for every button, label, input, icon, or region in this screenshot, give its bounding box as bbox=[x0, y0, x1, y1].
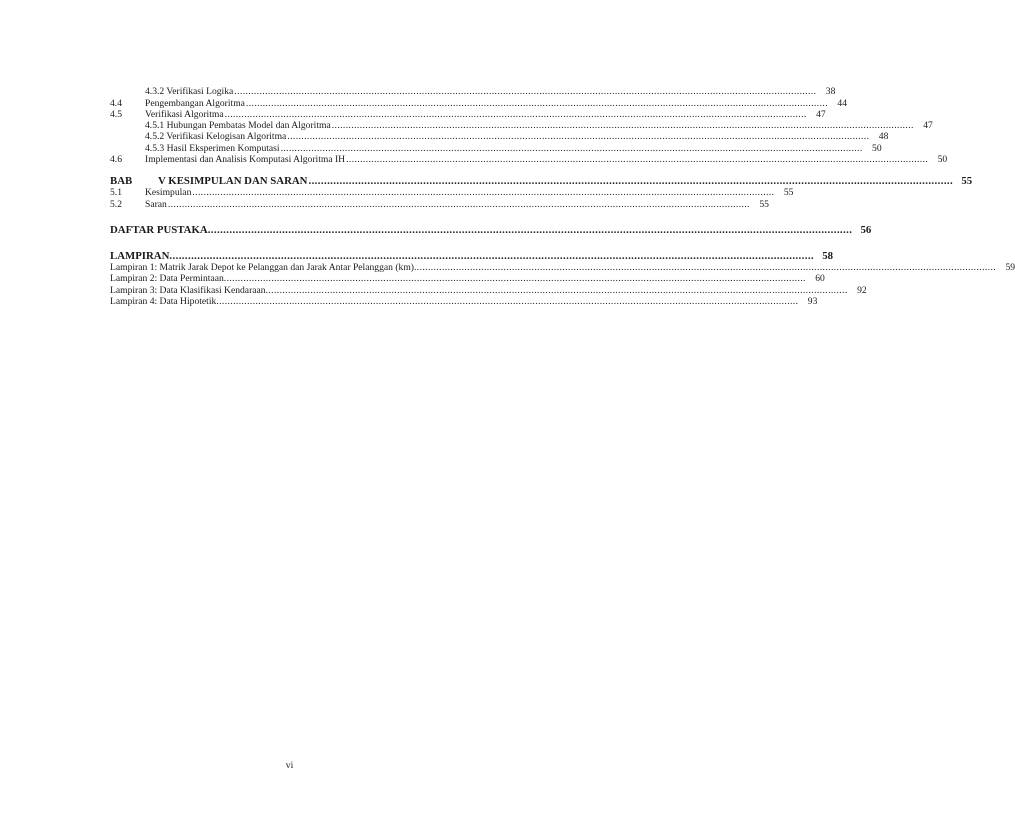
toc-chapter-page: 56 bbox=[860, 223, 872, 236]
dot-leader bbox=[224, 273, 806, 284]
toc-entry-page: 50 bbox=[937, 154, 948, 166]
toc-entry-title: 4.5.3 Hasil Eksperimen Komputasi bbox=[145, 142, 280, 154]
toc-entry-page: 92 bbox=[857, 284, 867, 296]
dot-leader bbox=[332, 120, 914, 131]
toc-chapter-title: DAFTAR PUSTAKA bbox=[110, 223, 208, 236]
toc-entry-title: Kesimpulan bbox=[145, 187, 192, 199]
toc-entry-title: 4.3.2 Verifikasi Logika bbox=[145, 86, 234, 98]
toc-entry-number: 4.4 bbox=[110, 97, 122, 109]
toc-entry-page: 60 bbox=[815, 273, 825, 285]
toc-entry-title: 4.5.2 Verifikasi Kelogisan Algoritma bbox=[145, 131, 287, 143]
dot-leader bbox=[168, 199, 750, 210]
toc-entry-5-1[interactable] bbox=[110, 187, 794, 199]
toc-entry-number: 4.5 bbox=[110, 108, 122, 120]
dot-leader bbox=[234, 86, 816, 97]
toc-entry-page: 47 bbox=[923, 120, 933, 132]
dot-leader bbox=[281, 143, 863, 154]
toc-entry-title: Lampiran 3: Data Klasifikasi Kendaraan bbox=[110, 284, 266, 296]
toc-entry-title: Lampiran 1: Matrik Jarak Depot ke Pelanggan dan Jarak Antar Pelanggan (km) bbox=[110, 261, 414, 273]
toc-entry-number: 5.2 bbox=[110, 198, 122, 210]
toc-entry-page: 55 bbox=[759, 198, 769, 210]
toc-entry-title: Saran bbox=[145, 198, 167, 210]
dot-leader bbox=[169, 251, 814, 262]
page-number: vi bbox=[285, 760, 294, 771]
toc-chapter-bab-5[interactable] bbox=[110, 175, 973, 188]
toc-entry-4-5-1[interactable] bbox=[110, 120, 933, 132]
toc-lampiran-1[interactable] bbox=[110, 261, 1015, 273]
toc-entry-page: 59 bbox=[1005, 261, 1015, 273]
toc-entry-page: 47 bbox=[816, 108, 826, 120]
toc-entry-5-2[interactable] bbox=[110, 198, 769, 210]
toc-lampiran[interactable] bbox=[110, 249, 834, 262]
toc-entry-page: 38 bbox=[825, 86, 836, 98]
toc-entry-title: Pengembangan Algoritma bbox=[145, 97, 245, 109]
toc-entry-number: 4.6 bbox=[110, 154, 122, 166]
dot-leader bbox=[216, 296, 798, 307]
toc-entry-page: 48 bbox=[878, 131, 889, 143]
toc-entry-page: 50 bbox=[872, 142, 882, 154]
dot-leader bbox=[346, 154, 928, 165]
toc-entry-4-5[interactable] bbox=[110, 108, 826, 120]
toc-lampiran-2[interactable] bbox=[110, 273, 825, 285]
dot-leader bbox=[208, 225, 853, 236]
dot-leader bbox=[308, 176, 953, 187]
toc-entry-4-4[interactable] bbox=[110, 97, 847, 109]
toc-chapter-label: BAB bbox=[110, 175, 133, 188]
dot-leader bbox=[287, 131, 869, 142]
dot-leader bbox=[246, 98, 828, 109]
toc-lampiran-4[interactable] bbox=[110, 295, 818, 307]
toc-entry-4-5-3[interactable] bbox=[110, 142, 882, 154]
toc-entry-number: 5.1 bbox=[110, 187, 122, 199]
toc-chapter-title: LAMPIRAN bbox=[110, 249, 170, 262]
toc-entry-title: Lampiran 2: Data Permintaan bbox=[110, 273, 224, 285]
toc-entry-page: 55 bbox=[783, 187, 794, 199]
toc-lampiran-3[interactable] bbox=[110, 284, 867, 296]
dot-leader bbox=[225, 109, 807, 120]
toc-entry-title: Lampiran 4: Data Hipotetik bbox=[110, 295, 217, 307]
toc-chapter-title: V KESIMPULAN DAN SARAN bbox=[158, 175, 308, 188]
toc-daftar-pustaka[interactable] bbox=[110, 223, 872, 236]
toc-entry-title: 4.5.1 Hubungan Pembatas Model dan Algoritma bbox=[145, 120, 331, 132]
toc-chapter-page: 58 bbox=[822, 249, 834, 262]
dot-leader bbox=[192, 187, 774, 198]
dot-leader bbox=[414, 262, 996, 273]
toc-entry-page: 44 bbox=[837, 97, 847, 109]
table-of-contents bbox=[110, 86, 1015, 307]
toc-chapter-page: 55 bbox=[961, 175, 973, 188]
dot-leader bbox=[266, 285, 848, 296]
toc-entry-4-6[interactable] bbox=[110, 154, 948, 166]
toc-entry-4-5-2[interactable] bbox=[110, 131, 889, 143]
toc-entry-4-3-2[interactable] bbox=[110, 86, 836, 98]
toc-entry-title: Verifikasi Algoritma bbox=[145, 108, 224, 120]
toc-entry-page: 93 bbox=[807, 295, 818, 307]
toc-entry-title: Implementasi dan Analisis Komputasi Algoritma IH bbox=[145, 154, 346, 166]
